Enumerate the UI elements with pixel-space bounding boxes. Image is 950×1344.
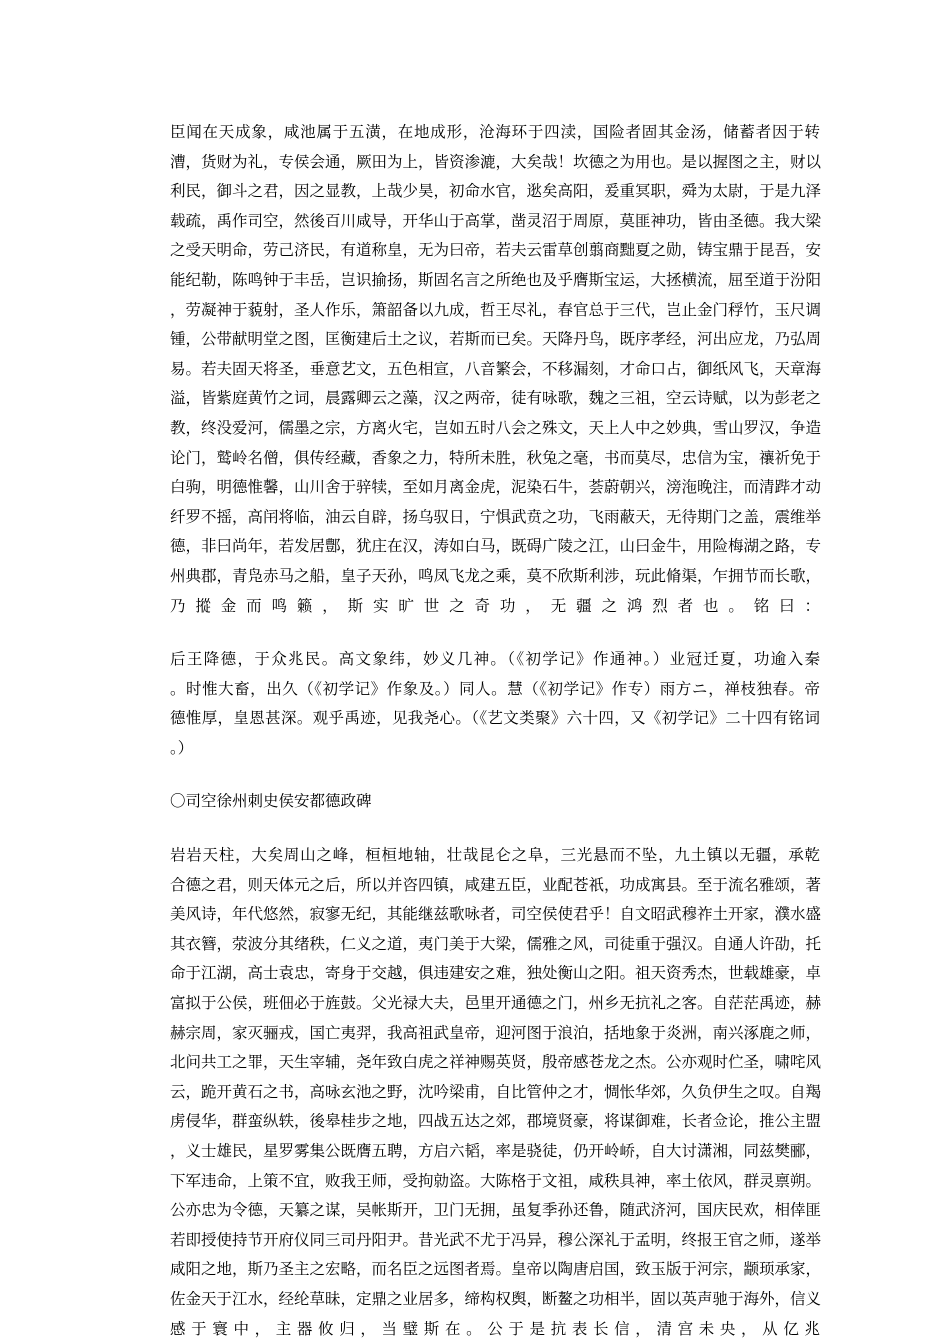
text-line: 载疏，禹作司空，然後百川咸导，开华山于高掌，凿灵沼于周原，莫匪神功，皆由圣德。我大梁 bbox=[170, 211, 822, 230]
text-line: 富拟于公侯，班佃必于旌鼓。父光禄大夫，邑里开通德之门，州乡无抗礼之客。自茫茫禹迹，赫 bbox=[170, 994, 822, 1013]
text-line: 。） bbox=[170, 738, 194, 757]
text-line: 利民，御斗之君，因之显教，上哉少昊，初命水官，逖矣高阳，爰重冥职，舜为太尉，于是九泽 bbox=[170, 182, 822, 201]
text-line: 岩岩天柱，大矣周山之峰，桓桓地轴，壮哉昆仑之阜，三光悬而不坠，九土镇以无疆，承乾 bbox=[170, 846, 820, 865]
text-line: 其衣簪，荥波分其绪秩，仁义之道，夷门美于大梁，儒雅之风，司徒重于强汉。自通人许劭，托 bbox=[170, 934, 822, 953]
text-line: 德惟厚，皇恩甚深。观乎禹迹，见我尧心。（《艺文类聚》六十四，又《初学记》二十四有铭词 bbox=[170, 709, 820, 728]
paragraph-inscription bbox=[139, 645, 820, 763]
text-line: 臣闻在天成象，咸池属于五潢，在地成形，沧海环于四渎，国险者固其金汤，储蓄者因于转 bbox=[170, 123, 820, 141]
text-line: 合德之君，则天体元之后，所以并咨四镇，咸建五臣，业配苍祇，功成寓县。至于流名雅颂，著 bbox=[170, 875, 822, 894]
text-line: 虏侵华，群蛮纵轶，後皋桂步之地，四战五达之郊，郡境贤豪，将谋御难，长者佥论，推公主盟 bbox=[170, 1112, 822, 1131]
text-line: 感于寰中，主器攸归，当璧斯在。公于是抗表长信，清宫未央，从亿兆 bbox=[170, 1319, 820, 1338]
text-line: 易。若夫固天将圣，垂意艺文，五色相宣，八音繁会，不移漏刻，才命口占，御纸风飞，天章海 bbox=[170, 359, 822, 378]
text-line: 赫宗周，家灭骊戎，国亡夷羿，我高祖武皇帝，迎河图于浪泊，括地象于炎洲，南兴涿鹿之师， bbox=[170, 1023, 822, 1042]
text-line: 佐金天于江水，经纶草昧，定鼎之业居多，缔构权舆，断鳌之功相半，固以英声驰于海外，信义 bbox=[170, 1289, 822, 1308]
text-line: 下军违命，上策不宜，败我王师，受拘勍盗。大陈格于文祖，咸秩具神，率土依风，群灵禀朔。 bbox=[170, 1171, 822, 1190]
text-line: 若即授使持节开府仪同三司丹阳尹。昔光武不尤于冯异，穆公深礼于孟明，终报王官之师，遂举 bbox=[170, 1230, 822, 1249]
text-line: 白驹，明德惟馨，山川舍于骍犊，至如月离金虎，泥染石牛，荟蔚朝兴，滂沲晚注，而清跸才动 bbox=[170, 478, 822, 497]
text-line: 云，跪开黄石之书，高咏玄池之野，沈吟梁甫，自比管仲之才，惆怅华郊，久负伊生之叹。自羯 bbox=[170, 1082, 822, 1101]
text-line: 锺，公带献明堂之图，匡衡建后土之议，若斯而已矣。天降丹鸟，既序孝经，河出应龙，乃弘周 bbox=[170, 330, 822, 349]
text-line: 德，非曰尚年，若发居鄷，犹庄在汉，涛如白马，既碍广陵之江，山曰金牛，用险梅湖之路，专 bbox=[170, 537, 822, 556]
text-line: 北问共工之罪，天生宰辅，尧年致白虎之祥神赐英贤，殷帝感苍龙之杰。公亦观时伫圣，啸咤风 bbox=[170, 1053, 822, 1072]
text-line: 命于江湖，高士袁忠，寄身于交越，俱违建安之难，独处衡山之阳。祖天资秀杰，世载雄豪，卓 bbox=[170, 964, 822, 983]
section-heading bbox=[139, 787, 820, 817]
text-line: 州典郡，青凫赤马之船，皇子天孙，鸣凤飞龙之乘，莫不欣斯利涉，玩此脩渠，乍拥节而长歌， bbox=[170, 566, 822, 585]
text-line: 论门，鹫岭名僧，俱传经藏，香象之力，特所未胜，秋兔之毫，书而莫尽，忠信为宝，禳祈免于 bbox=[170, 448, 822, 467]
text-line: ，义士雄民，星罗雾集公既膺五聘，方启六韬，率是骁徒，仍开岭峤，自大讨潇湘，同兹樊郦， bbox=[170, 1142, 822, 1160]
text-line: 〇司空徐州刺史侯安都德政碑 bbox=[170, 792, 372, 811]
text-line: 之受天明命，劳己济民，有道称皇，无为曰帝，若夫云雷草创翦商黜夏之勋，铸宝鼎于昆吾，安 bbox=[170, 241, 822, 260]
text-line: ，劳凝神于藐射，圣人作乐，箫韶备以九成，哲王尽礼，春官总于三代，岂止金门稃竹，玉尺调 bbox=[170, 300, 822, 319]
text-line: 公亦忠为令德，天纂之谋，吴帐斯开，卫门无拥，虽复季孙还鲁，随武济河，国庆民欢，相倖匪 bbox=[170, 1201, 822, 1220]
text-line: 咸阳之地，斯乃圣主之宏略，而名臣之远图者焉。皇帝以陶唐启国，致玉版于河宗，颛顼承家， bbox=[170, 1260, 822, 1279]
text-line: 后王降德，于众兆民。高文象纬，妙义几神。（《初学记》作通神。）业冠迁夏，功逾入秦 bbox=[170, 650, 820, 669]
paragraph-stele-text bbox=[139, 841, 820, 1344]
text-line: 漕，货财为礼，专侯会通，厥田为上，皆资渗漉，大矣哉！坎德之为用也。是以握图之主，财以 bbox=[170, 152, 822, 171]
paragraph-preface bbox=[139, 118, 820, 621]
text-line: 溢，皆紫庭黄竹之词，晨露卿云之藻，汉之两帝，徒有咏歌，魏之三祖，空云诗赋，以为彭老之 bbox=[170, 389, 822, 408]
text-line: 美风诗，年代悠然，寂寥无纪，其能继兹歌咏者，司空侯使君乎！自文昭武穆祚土开家，濮水盛 bbox=[170, 905, 822, 924]
text-line: 。时惟大畜，出久（《初学记》作象及。）同人。慧（《初学记》作专）雨方ニ，禅枝独春。帝 bbox=[170, 679, 820, 698]
text-line: 乃摐金而鸣籁，斯实旷世之奇功，无疆之鸿烈者也。铭曰： bbox=[170, 596, 820, 615]
text-line: 教，终没爱河，儒墨之宗，方离火宅，岂如五时八会之殊文，天上人中之妙典，雪山罗汉，争造 bbox=[170, 418, 822, 437]
document-body bbox=[139, 118, 820, 1344]
text-line: 纤罗不摇，高闬将临，油云自辟，扬乌驭日，宁惧武贲之功，飞雨蔽天，无待期门之盖，震维举 bbox=[170, 507, 822, 526]
text-line: 能纪勒，陈鸣钟于丰岳，岂识揄扬，斯固名言之所绝也及乎膺斯宝运，大拯横流，屈至道于汾阳 bbox=[170, 270, 822, 289]
